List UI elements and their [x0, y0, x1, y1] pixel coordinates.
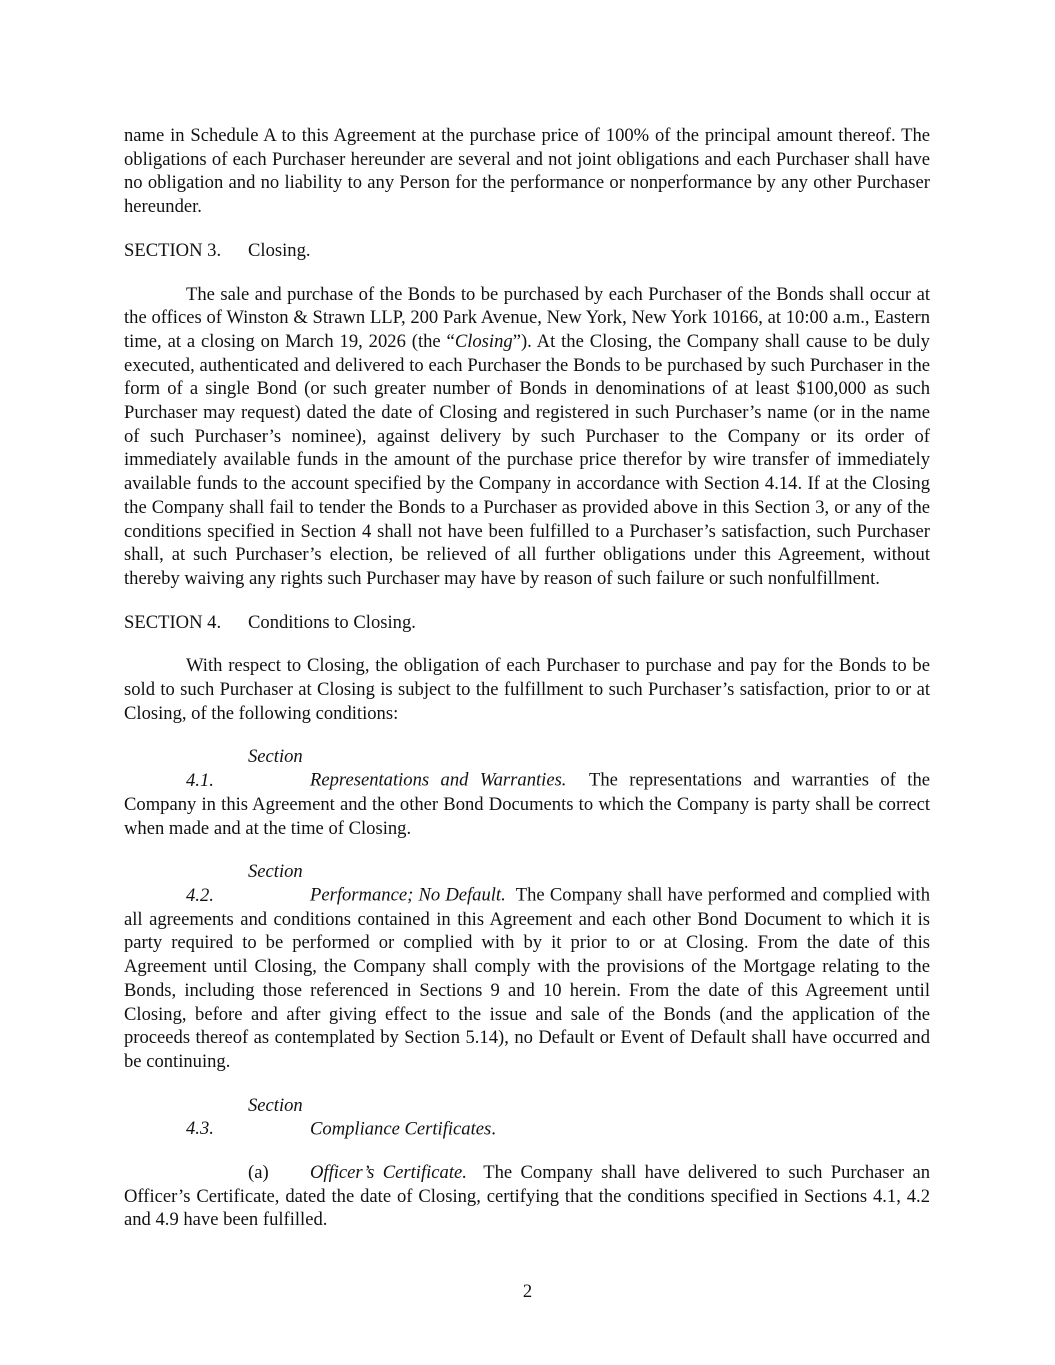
- section-3-title: Closing.: [248, 239, 311, 261]
- section-4-3-a-text: The Company shall have delivered to such Purchaser an Officer’s Certificate, dated the date of Closing, certifying that the conditions specified in Sections 4.1, 4.2 and 4.9 have been fulfilled.: [124, 1162, 930, 1231]
- page-number: 2: [522, 1281, 533, 1302]
- section-4-2-label: Section 4.2.: [186, 861, 303, 906]
- section-4-3-a-title: Officer’s Certificate.: [310, 1162, 467, 1184]
- section-4-3-a-label: (a): [248, 1162, 269, 1184]
- section-4-3-heading: [124, 1094, 930, 1141]
- document-page: [124, 124, 930, 1252]
- section-4-3-a-paragraph: [124, 1161, 930, 1232]
- section-4-2-paragraph: [124, 860, 930, 1073]
- section-4-number: SECTION 4.: [124, 611, 222, 633]
- section-4-3-title: Compliance Certificates: [310, 1118, 492, 1140]
- section-3-number: SECTION 3.: [124, 239, 222, 261]
- section-4-1-label: Section 4.1.: [186, 746, 303, 792]
- section-4-3-label: Section 4.3.: [186, 1094, 303, 1140]
- section-4-heading: [124, 611, 930, 635]
- section-4-title: Conditions to Closing.: [248, 611, 416, 633]
- section-4-1-paragraph: [124, 745, 930, 840]
- carryover-paragraph: name in Schedule A to this Agreement at the purchase price of 100% of the principal amount thereof. The obligations of each Purchaser hereunder are several and not joint obligations and each Purchaser shall have no obligation and no liability to any Person for the performance or nonperformance by any other Purchaser hereunder.: [124, 125, 930, 218]
- section-3-heading: [124, 239, 930, 263]
- section-4-3-title-end: .: [491, 1118, 496, 1140]
- section-4-intro: With respect to Closing, the obligation of each Purchaser to purchase and pay for the Bonds to be sold to such Purchaser at Closing is subject to the fulfillment to such Purchaser’s satisfaction, prior to or at Closing, of the following conditions:: [124, 655, 930, 724]
- section-3-text-part1: The sale and purchase of the Bonds to be purchased by each Purchaser of the Bonds shall occur at the offices of Winston & Strawn LLP, 200 Park Avenue, New York, New York 10166, at 10:00 a.m., Eastern time, at a closing on March 19, 2026 (the “: [124, 283, 930, 352]
- section-4-2-title: Performance; No Default.: [310, 884, 506, 906]
- section-4-2-text: The Company shall have performed and complied with all agreements and conditions contained in this Agreement and each other Bond Document to which it is party required to be performed or complied with by it prior to or at Closing. From the date of this Agreement until Closing, the Company shall comply with the provisions of the Mortgage relating to the Bonds, including those referenced in Sections 9 and 10 herein. From the date of this Agreement until Closing, before and after giving effect to the issue and sale of the Bonds (and the application of the proceeds thereof as contemplated by Section 5.14), no Default or Event of Default shall have occurred and be continuing.: [124, 884, 930, 1072]
- section-3-text-part2: ”). At the Closing, the Company shall cause to be duly executed, authenticated and delivered to each Purchaser the Bonds to be purchased by such Purchaser in the form of a single Bond (or such greater number of Bonds in denominations of at least $100,000 as such Purchaser may request) dated the date of Closing and registered in such Purchaser’s name (or in the name of such Purchaser’s nominee), against delivery by such Purchaser to the Company or its order of immediately available funds in the amount of the purchase price therefor by wire transfer of immediately available funds to the account specified by the Company in accordance with Section 4.14. If at the Closing the Company shall fail to tender the Bonds to a Purchaser as provided above in this Section 3, or any of the conditions specified in Section 4 shall not have been fulfilled to a Purchaser’s satisfaction, such Purchaser shall, at such Purchaser’s election, be relieved of all further obligations under this Agreement, without thereby waiving any rights such Purchaser may have by reason of such failure or such nonfulfillment.: [124, 330, 930, 589]
- section-3-paragraph: [124, 283, 930, 591]
- section-4-1-text: The representations and warranties of the Company in this Agreement and the other Bond Documents to which the Company is party shall be correct when made and at the time of Closing.: [124, 770, 931, 839]
- closing-defined-term: Closing: [454, 330, 513, 352]
- section-4-1-title: Representations and Warranties.: [310, 770, 567, 792]
